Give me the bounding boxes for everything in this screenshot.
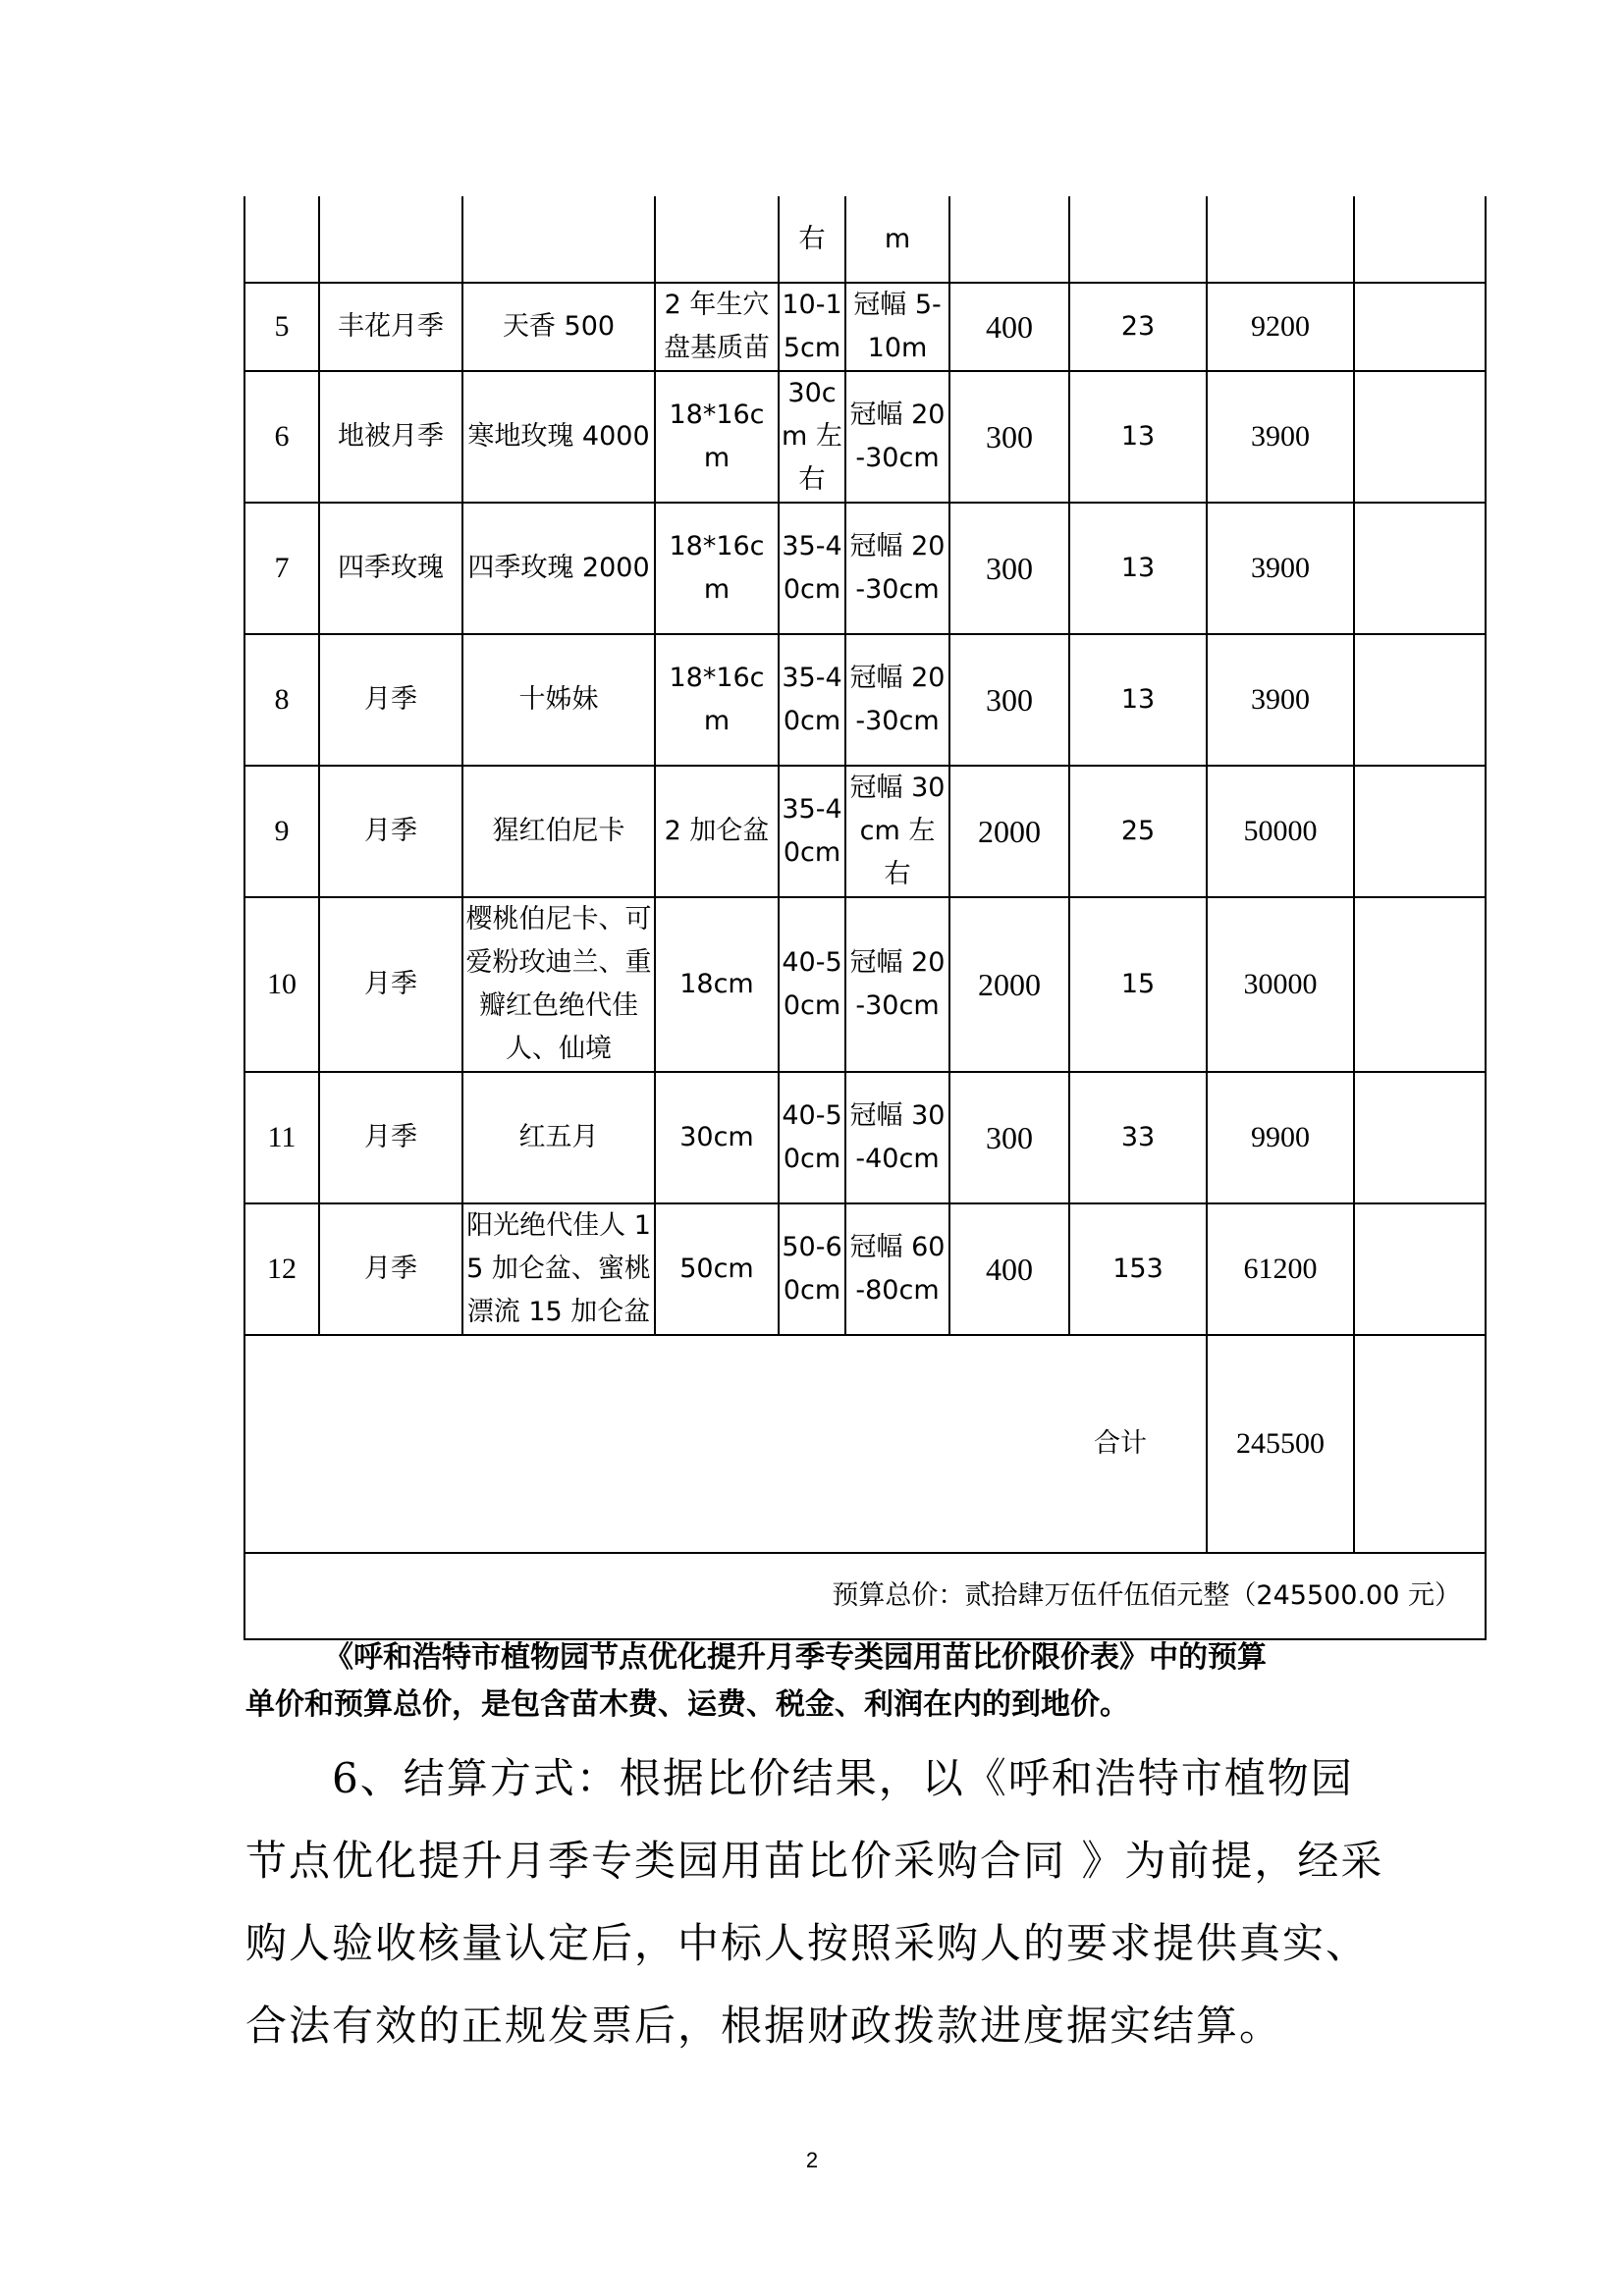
quantity-cell: 2000 — [949, 897, 1069, 1072]
remark-cell — [1354, 503, 1486, 634]
spec-cell: 18*16cm — [655, 503, 779, 634]
seedling-price-table — [244, 196, 1487, 1640]
unit-price-cell: 153 — [1069, 1203, 1207, 1335]
variety-cell: 十姊妹 — [462, 634, 655, 766]
spec-cell: 30cm — [655, 1072, 779, 1203]
type-cell: 月季 — [319, 634, 462, 766]
unit-price-cell: 13 — [1069, 371, 1207, 503]
type-cell: 四季玫瑰 — [319, 503, 462, 634]
crown-cell: 冠幅 20-30cm — [845, 897, 949, 1072]
remark-cell — [1354, 1072, 1486, 1203]
amount-cell: 9900 — [1207, 1072, 1354, 1203]
crown-cell: 冠幅 30-40cm — [845, 1072, 949, 1203]
type-cell: 月季 — [319, 1072, 462, 1203]
unit-price-cell: 13 — [1069, 634, 1207, 766]
type-cell: 地被月季 — [319, 371, 462, 503]
spec-cell: 18cm — [655, 897, 779, 1072]
height-cell: 右 — [779, 196, 845, 283]
spec-cell: 2 年生穴盘基质苗 — [655, 283, 779, 371]
total-value: 245500 — [1207, 1335, 1354, 1553]
unit-price-cell: 23 — [1069, 283, 1207, 371]
quantity-cell: 300 — [949, 1072, 1069, 1203]
height-cell: 10-15cm — [779, 283, 845, 371]
settlement-paragraph: 6、结算方式：根据比价结果，以《呼和浩特市植物园节点优化提升月季专类园用苗比价采购合同 》为前提，经采购人验收核量认定后，中标人按照采购人的要求提供真实、合法有效的正规发票后，根据财政拨款进度据实结算。 — [245, 1754, 1384, 2050]
remark-cell — [1354, 1335, 1486, 1553]
quantity-cell: 400 — [949, 1203, 1069, 1335]
remark-cell — [1354, 1203, 1486, 1335]
height-cell: 40-50cm — [779, 897, 845, 1072]
table-row — [244, 766, 1486, 897]
spec-cell: 2 加仑盆 — [655, 766, 779, 897]
quantity-cell: 2000 — [949, 766, 1069, 897]
amount-cell: 61200 — [1207, 1203, 1354, 1335]
height-cell: 35-40cm — [779, 634, 845, 766]
amount-cell: 30000 — [1207, 897, 1354, 1072]
remark-cell — [1354, 634, 1486, 766]
table-row — [244, 283, 1486, 371]
quantity-cell: 300 — [949, 503, 1069, 634]
type-cell: 月季 — [319, 766, 462, 897]
table-row — [244, 1072, 1486, 1203]
amount-cell: 9200 — [1207, 283, 1354, 371]
amount-cell: 3900 — [1207, 634, 1354, 766]
unit-price-cell: 13 — [1069, 503, 1207, 634]
table-note — [245, 1634, 1404, 1729]
height-cell: 30cm 左右 — [779, 371, 845, 503]
no-cell: 5 — [244, 283, 319, 371]
unit-price-cell: 33 — [1069, 1072, 1207, 1203]
remark-cell — [1354, 283, 1486, 371]
variety-cell: 寒地玫瑰 4000 — [462, 371, 655, 503]
crown-cell: 冠幅 20-30cm — [845, 503, 949, 634]
remark-cell — [1354, 897, 1486, 1072]
quantity-cell: 300 — [949, 634, 1069, 766]
no-cell: 6 — [244, 371, 319, 503]
type-cell: 月季 — [319, 897, 462, 1072]
table-row — [244, 503, 1486, 634]
remark-cell — [1354, 766, 1486, 897]
unit-price-cell: 25 — [1069, 766, 1207, 897]
variety-cell: 猩红伯尼卡 — [462, 766, 655, 897]
height-cell: 40-50cm — [779, 1072, 845, 1203]
unit-price-cell: 15 — [1069, 897, 1207, 1072]
spec-cell: 18*16cm — [655, 634, 779, 766]
variety-cell: 阳光绝代佳人 15 加仑盆、蜜桃漂流 15 加仑盆 — [462, 1203, 655, 1335]
page-number: 2 — [805, 2148, 819, 2172]
table-row — [244, 1203, 1486, 1335]
table-row — [244, 634, 1486, 766]
variety-cell: 天香 500 — [462, 283, 655, 371]
height-cell: 35-40cm — [779, 766, 845, 897]
crown-cell: 冠幅 60-80cm — [845, 1203, 949, 1335]
total-label: 合计 — [244, 1335, 1207, 1553]
no-cell: 12 — [244, 1203, 319, 1335]
amount-cell: 50000 — [1207, 766, 1354, 897]
table-row — [244, 371, 1486, 503]
type-cell: 丰花月季 — [319, 283, 462, 371]
no-cell: 10 — [244, 897, 319, 1072]
variety-cell: 四季玫瑰 2000 — [462, 503, 655, 634]
total-row — [244, 1335, 1486, 1553]
height-cell: 35-40cm — [779, 503, 845, 634]
remark-cell — [1354, 371, 1486, 503]
note-line-2: 单价和预算总价，是包含苗木费、运费、税金、利润在内的到地价。 — [245, 1687, 1129, 1722]
no-cell: 8 — [244, 634, 319, 766]
amount-cell: 3900 — [1207, 503, 1354, 634]
crown-cell: 冠幅 20-30cm — [845, 634, 949, 766]
budget-total: 预算总价：贰拾肆万伍仟伍佰元整（245500.00 元） — [244, 1553, 1486, 1639]
crown-cell: m — [845, 196, 949, 283]
crown-cell: 冠幅 30cm 左右 — [845, 766, 949, 897]
table-row — [244, 196, 1486, 283]
no-cell: 7 — [244, 503, 319, 634]
table-body — [244, 196, 1486, 1639]
variety-cell: 樱桃伯尼卡、可爱粉玫迪兰、重瓣红色绝代佳人、仙境 — [462, 897, 655, 1072]
quantity-cell: 300 — [949, 371, 1069, 503]
no-cell: 11 — [244, 1072, 319, 1203]
note-line-1: 《呼和浩特市植物园节点优化提升月季专类园用苗比价限价表》中的预算 — [324, 1640, 1267, 1675]
table-row — [244, 897, 1486, 1072]
type-cell: 月季 — [319, 1203, 462, 1335]
spec-cell: 50cm — [655, 1203, 779, 1335]
no-cell: 9 — [244, 766, 319, 897]
amount-cell: 3900 — [1207, 371, 1354, 503]
variety-cell: 红五月 — [462, 1072, 655, 1203]
crown-cell: 冠幅 5-10m — [845, 283, 949, 371]
crown-cell: 冠幅 20-30cm — [845, 371, 949, 503]
height-cell: 50-60cm — [779, 1203, 845, 1335]
quantity-cell: 400 — [949, 283, 1069, 371]
budget-row — [244, 1553, 1486, 1639]
spec-cell: 18*16cm — [655, 371, 779, 503]
